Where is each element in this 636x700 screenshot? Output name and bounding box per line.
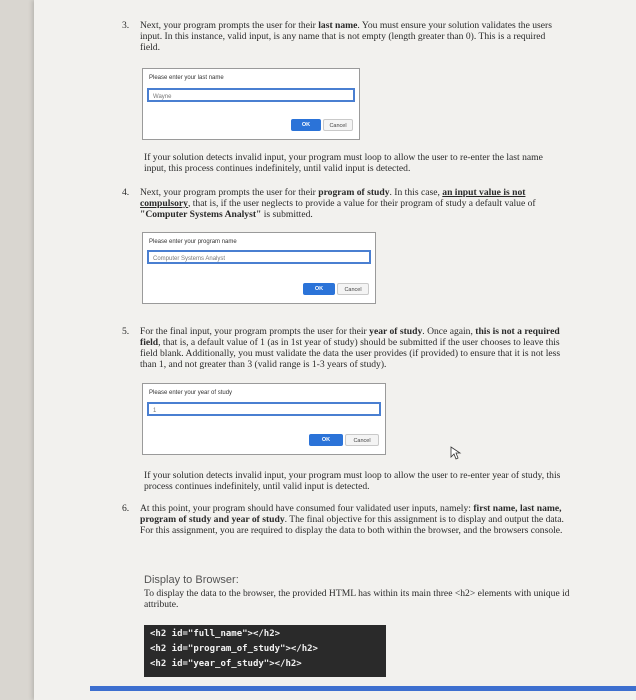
item-number: 5. bbox=[122, 326, 130, 337]
cancel-button[interactable]: Cancel bbox=[345, 434, 379, 446]
document-page bbox=[34, 0, 636, 700]
loop-note-year: If your solution detects invalid input, your program must loop to allow the user to re-enter year of study, this process continues indefinitely, until valid input is detected. bbox=[144, 470, 561, 492]
year-input[interactable]: 1 bbox=[147, 402, 381, 416]
progress-bar bbox=[90, 686, 636, 691]
dialog-label: Please enter your last name bbox=[149, 75, 224, 81]
item-text: Next, your program prompts the user for their last name. You must ensure your solution validates the users input. In this instance, valid input, is any name that is not empty (length greater than 0). This is a required field. bbox=[140, 20, 552, 53]
code-line: <h2 id="year_of_study"></h2> bbox=[150, 659, 302, 669]
prompt-dialog-last-name bbox=[142, 68, 360, 140]
ok-button[interactable]: OK bbox=[291, 119, 321, 131]
code-line: <h2 id="program_of_study"></h2> bbox=[150, 644, 318, 654]
prompt-dialog-year bbox=[142, 383, 386, 455]
loop-note-last-name: If your solution detects invalid input, your program must loop to allow the user to re-enter the last name input, this process continues indefinitely, until valid input is detected. bbox=[144, 152, 543, 174]
dialog-label: Please enter your year of study bbox=[149, 390, 233, 396]
ok-button[interactable]: OK bbox=[309, 434, 343, 446]
program-input[interactable]: Computer Systems Analyst bbox=[147, 250, 371, 264]
cancel-button[interactable]: Cancel bbox=[323, 119, 353, 131]
display-heading: Display to Browser: bbox=[144, 574, 239, 586]
ok-button[interactable]: OK bbox=[303, 283, 335, 295]
last-name-input[interactable]: Wayne bbox=[147, 88, 355, 102]
item-number: 3. bbox=[122, 20, 130, 31]
prompt-dialog-program bbox=[142, 232, 376, 304]
item-text: At this point, your program should have consumed four validated user inputs, namely: first name, last name, program of study and year of study. The final objective for this assignment is to display and output the data. For this assignment, you are required to display the data to both within the browser, and the browsers console. bbox=[140, 503, 564, 536]
cancel-button[interactable]: Cancel bbox=[337, 283, 369, 295]
item-number: 6. bbox=[122, 503, 130, 514]
dialog-label: Please enter your program name bbox=[149, 239, 237, 245]
display-intro: To display the data to the browser, the provided HTML has within its main three <h2> elements with unique id attribute. bbox=[144, 588, 570, 610]
item-text: For the final input, your program prompts the user for their year of study. Once again, this is not a required field, that is, a default value of 1 (as in 1st year of study) should be submitted if the user chooses to leave this field blank. Additionally, you must validate the data the user provides (if provided) to ensure that it is not less than 1, and not greater than 3 (valid range is 1-3 years of study). bbox=[140, 326, 561, 370]
code-block bbox=[144, 625, 386, 677]
code-line: <h2 id="full_name"></h2> bbox=[150, 629, 281, 639]
item-text: Next, your program prompts the user for their program of study. In this case, an input value is not compulsory, that is, if the user neglects to provide a value for their program of study a default value of "Computer Systems Analyst" is submitted. bbox=[140, 187, 536, 220]
item-number: 4. bbox=[122, 187, 130, 198]
